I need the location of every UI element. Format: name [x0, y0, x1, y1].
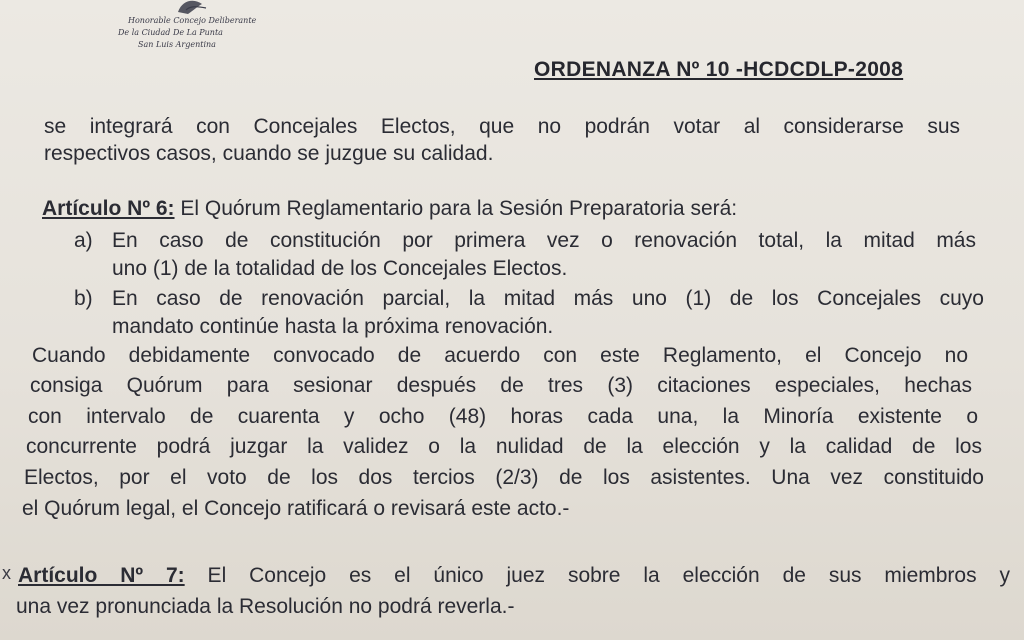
item-a-marker: a) [74, 229, 93, 252]
seal-line-3: San Luis Argentina [138, 40, 216, 49]
seal-line-1: Honorable Concejo Deliberante [128, 16, 257, 25]
article-6-para-line-5: Electos, por el voto de los dos tercios (2/3) de los asistentes. Una vez constituido [24, 466, 984, 489]
article-6-para-line-2: consiga Quórum para sesionar después de tres (3) citaciones especiales, hechas [30, 374, 972, 397]
item-b-line-2: mandato continúe hasta la próxima renovación. [112, 315, 554, 338]
article-7-heading [18, 563, 1010, 589]
council-seal [112, 0, 272, 56]
article-6-para-line-4: concurrente podrá juzgar la validez o la nulidad de la elección y la calidad de los [26, 435, 982, 458]
article-6-para-line-6: el Quórum legal, el Concejo ratificará o revisará este acto.- [22, 497, 570, 520]
article-7-line-2: una vez pronunciada la Resolución no podrá reverla.- [16, 595, 515, 618]
article-6-para-line-1: Cuando debidamente convocado de acuerdo con este Reglamento, el Concejo no [32, 344, 968, 367]
article-7-label: Artículo Nº 7: [18, 564, 185, 587]
item-a-line-1: En caso de constitución por primera vez o renovación total, la mitad más [112, 229, 976, 252]
article-6-para-line-3: con intervalo de cuarenta y ocho (48) horas cada una, la Minoría existente o [28, 405, 978, 428]
article-6-text: El Quórum Reglamentario para la Sesión Preparatoria será: [174, 197, 738, 220]
seal-line-2: De la Ciudad De La Punta [118, 28, 223, 37]
margin-mark: x [2, 563, 11, 583]
article-6-heading [42, 196, 737, 222]
item-b-line-1: En caso de renovación parcial, la mitad más uno (1) de los Concejales cuyo [112, 287, 984, 310]
article-7-text: El Concejo es el único juez sobre la elección de sus miembros y [184, 564, 1010, 587]
item-a-line-2: uno (1) de la totalidad de los Concejales Electos. [112, 257, 568, 280]
ordinance-heading: ORDENANZA Nº 10 -HCDCDLP-2008 [534, 58, 904, 81]
intro-line-1: se integrará con Concejales Electos, que no podrán votar al considerarse sus [44, 115, 960, 138]
article-6-label: Artículo Nº 6: [42, 197, 175, 220]
item-b-marker: b) [74, 287, 93, 310]
intro-line-2: respectivos casos, cuando se juzgue su calidad. [44, 142, 494, 165]
